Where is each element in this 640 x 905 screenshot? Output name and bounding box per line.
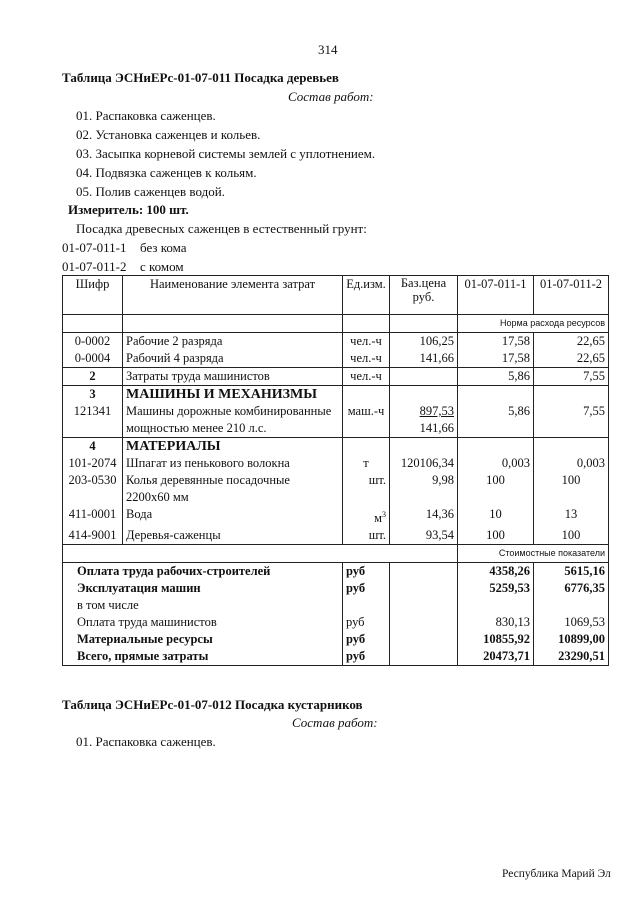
row-unit: т [343, 455, 390, 472]
variant-name: с комом [140, 259, 184, 274]
row-name: Затраты труда машинистов [123, 368, 343, 386]
row-name: Деревья-саженцы [123, 527, 343, 545]
row-name-line: Колья деревянные посадочные [126, 473, 290, 487]
table-row [63, 403, 609, 438]
resource-table [62, 275, 609, 666]
price-bottom: 141,66 [419, 421, 454, 435]
row-name: Вода [123, 506, 343, 527]
price-top: 897,53 [419, 404, 454, 418]
row-name [123, 403, 343, 438]
header-name: Наименование элемента затрат [123, 276, 343, 315]
cost-v2: 10899,00 [534, 631, 609, 648]
row-v2: 22,65 [534, 333, 609, 351]
row-v1: 100 [458, 527, 534, 545]
cost-v2 [534, 597, 609, 614]
cost-name: Эксплуатация машин [63, 580, 343, 597]
table2-title: Таблица ЭСНиЕРс-01-07-012 Посадка кустарников [62, 697, 363, 712]
variant-name: без кома [140, 240, 187, 255]
cost-row [63, 563, 609, 581]
cost-v1: 5259,53 [458, 580, 534, 597]
cost-v1 [458, 597, 534, 614]
row-v1: 17,58 [458, 333, 534, 351]
row-price: 14,36 [390, 506, 458, 527]
row-name: Рабочий 4 разряда [123, 350, 343, 368]
row-v1: 5,86 [458, 368, 534, 386]
row-name-line: Машины дорожные комбинированные [126, 404, 332, 418]
table1-title: Таблица ЭСНиЕРс-01-07-011 Посадка деревьев [62, 70, 339, 85]
row-code: 411-0001 [63, 506, 123, 527]
row-code: 121341 [63, 403, 123, 438]
section-number: 4 [63, 438, 123, 456]
row-v1: 17,58 [458, 350, 534, 368]
section-title: МАТЕРИАЛЫ [123, 438, 343, 456]
row-v2: 100 [534, 527, 609, 545]
work-item: 01. Распаковка саженцев. [76, 108, 216, 123]
row-unit: шт. [343, 472, 390, 506]
table-row [63, 506, 609, 527]
row-unit: чел.-ч [343, 350, 390, 368]
table-row [63, 333, 609, 351]
cost-name: в том числе [63, 597, 343, 614]
row-price [390, 403, 458, 438]
row-code: 2 [63, 368, 123, 386]
section-row [63, 438, 609, 456]
norm-caption-row [63, 315, 609, 333]
row-price: 141,66 [390, 350, 458, 368]
row-unit: шт. [343, 527, 390, 545]
table-row [63, 455, 609, 472]
page-number: 314 [318, 42, 338, 57]
work-item: 04. Подвязка саженцев к кольям. [76, 165, 257, 180]
header-unit: Ед.изм. [343, 276, 390, 315]
row-unit: маш.-ч [343, 403, 390, 438]
cost-name: Всего, прямые затраты [63, 648, 343, 666]
row-name: Рабочие 2 разряда [123, 333, 343, 351]
row-code: 101-2074 [63, 455, 123, 472]
row-v2: 7,55 [534, 403, 609, 438]
row-v2: 0,003 [534, 455, 609, 472]
cost-v1: 10855,92 [458, 631, 534, 648]
cost-row [63, 648, 609, 666]
section-row [63, 386, 609, 404]
row-v2: 13 [534, 506, 609, 527]
cost-unit: руб [343, 580, 390, 597]
work-item: 03. Засыпка корневой системы землей с уплотнением. [76, 146, 376, 161]
work-item: 01. Распаковка саженцев. [76, 734, 216, 749]
row-name [123, 472, 343, 506]
row-v1: 100 [458, 472, 534, 506]
norm-caption: Норма расхода ресурсов [458, 315, 609, 333]
table-row [63, 527, 609, 545]
cost-unit: руб [343, 563, 390, 581]
page-footer: Республика Марий Эл [502, 868, 611, 880]
row-v1: 0,003 [458, 455, 534, 472]
row-price: 106,25 [390, 333, 458, 351]
row-price [390, 368, 458, 386]
row-price: 93,54 [390, 527, 458, 545]
cost-unit: руб [343, 631, 390, 648]
cost-v1: 830,13 [458, 614, 534, 631]
cost-row [63, 614, 609, 631]
cost-unit [343, 597, 390, 614]
row-v2: 7,55 [534, 368, 609, 386]
table-row [63, 350, 609, 368]
variant-code: 01-07-011-1 [62, 240, 127, 255]
table-row [63, 472, 609, 506]
cost-v1: 20473,71 [458, 648, 534, 666]
row-v2: 100 [534, 472, 609, 506]
table-row [63, 368, 609, 386]
cost-row [63, 631, 609, 648]
section-number: 3 [63, 386, 123, 404]
row-unit: чел.-ч [343, 368, 390, 386]
row-code: 0-0002 [63, 333, 123, 351]
row-name-line: 2200x60 мм [126, 490, 189, 504]
cost-unit: руб [343, 648, 390, 666]
table2-work-heading: Состав работ: [292, 715, 378, 730]
table1-work-heading: Состав работ: [288, 89, 374, 104]
variant-code: 01-07-011-2 [62, 259, 127, 274]
cost-row [63, 580, 609, 597]
row-name-line: мощностью менее 210 л.с. [126, 421, 267, 435]
cost-v2: 23290,51 [534, 648, 609, 666]
section-title: МАШИНЫ И МЕХАНИЗМЫ [123, 386, 343, 404]
work-item: 05. Полив саженцев водой. [76, 184, 225, 199]
table1-measure: Измеритель: 100 шт. [68, 202, 189, 217]
cost-caption-row [63, 545, 609, 563]
row-v1: 10 [458, 506, 534, 527]
table1-intro: Посадка древесных саженцев в естественный грунт: [76, 221, 367, 236]
row-code: 414-9001 [63, 527, 123, 545]
cost-name: Материальные ресурсы [63, 631, 343, 648]
cost-caption: Стоимостные показатели [458, 545, 609, 563]
row-name: Шпагат из пенькового волокна [123, 455, 343, 472]
header-col2: 01-07-011-2 [534, 276, 609, 315]
cost-v2: 5615,16 [534, 563, 609, 581]
cost-v2: 1069,53 [534, 614, 609, 631]
header-col1: 01-07-011-1 [458, 276, 534, 315]
cost-name: Оплата труда машинистов [63, 614, 343, 631]
cost-name: Оплата труда рабочих-строителей [63, 563, 343, 581]
header-code: Шифр [63, 276, 123, 315]
row-v2: 22,65 [534, 350, 609, 368]
row-code: 0-0004 [63, 350, 123, 368]
row-price: 9,98 [390, 472, 458, 506]
header-price: Баз.цена руб. [390, 276, 458, 315]
row-price: 120106,34 [390, 455, 458, 472]
cost-row [63, 597, 609, 614]
cost-v2: 6776,35 [534, 580, 609, 597]
work-item: 02. Установка саженцев и кольев. [76, 127, 261, 142]
cost-unit: руб [343, 614, 390, 631]
row-unit [343, 506, 390, 527]
row-v1: 5,86 [458, 403, 534, 438]
unit-text: м [374, 511, 382, 526]
table-header-row [63, 276, 609, 315]
cost-v1: 4358,26 [458, 563, 534, 581]
row-code: 203-0530 [63, 472, 123, 506]
unit-superscript: 3 [382, 510, 386, 519]
row-unit: чел.-ч [343, 333, 390, 351]
